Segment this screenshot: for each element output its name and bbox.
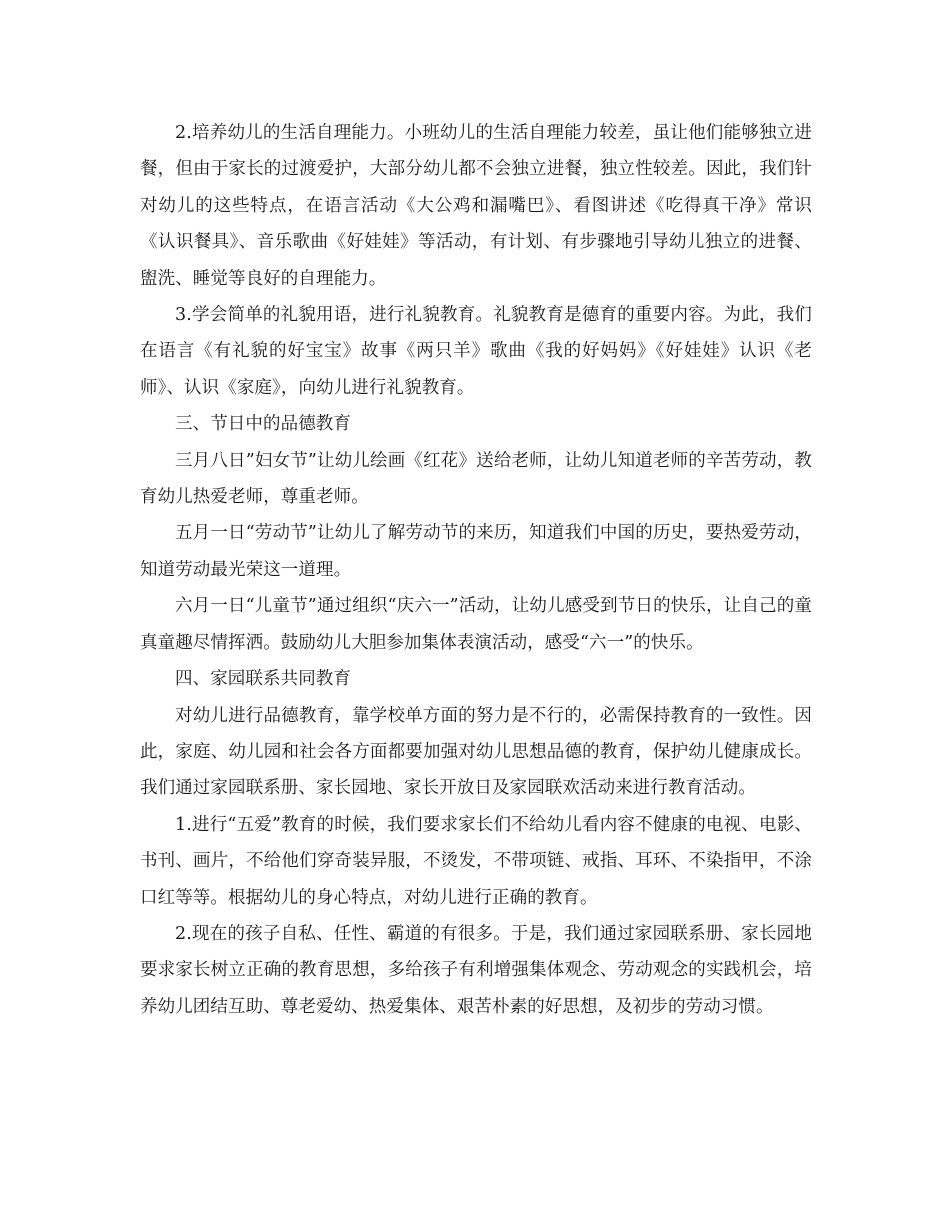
paragraph-childrens-day: 六月一日“儿童节”通过组织“庆六一”活动，让幼儿感受到节日的快乐，让自己的童真童趣尽情挥洒。鼓励幼儿大胆参加集体表演活动，感受“六一”的快乐。 — [140, 596, 812, 653]
paragraph-home-school-intro: 对幼儿进行品德教育，靠学校单方面的努力是不行的，必需保持教育的一致性。因此，家庭、幼儿园和社会各方面都要加强对幼儿思想品德的教育，保护幼儿健康成长。我们通过家园联系册、家长园地、家长开放日及家园联欢活动来进行教育活动。 — [140, 705, 812, 799]
paragraph-labor-day: 五月一日“劳动节”让幼儿了解劳动节的来历，知道我们中国的历史，要热爱劳动，知道劳动最光荣这一道理。 — [140, 523, 812, 580]
section-heading-holidays: 三、节日中的品德教育 — [175, 414, 351, 435]
document-body — [140, 115, 812, 1025]
paragraph-politeness: 3.学会简单的礼貌用语，进行礼貌教育。礼貌教育是德育的重要内容。为此，我们在语言《有礼貌的好宝宝》故事《两只羊》歌曲《我的好妈妈》《好娃娃》认识《老师》、认识《家庭》，向幼儿进行礼貌教育。 — [140, 305, 812, 398]
paragraph-five-loves: 1.进行“五爱”教育的时候，我们要求家长们不给幼儿看内容不健康的电视、电影、书刊、画片，不给他们穿奇装异服，不烫发，不带项链、戒指、耳环、不染指甲，不涂口红等等。根据幼儿的身心特点，对幼儿进行正确的教育。 — [140, 814, 812, 908]
paragraph-self-care: 2.培养幼儿的生活自理能力。小班幼儿的生活自理能力较差，虽让他们能够独立进餐，但由于家长的过渡爱护，大部分幼儿都不会独立进餐，独立性较差。因此，我们针对幼儿的这些特点，在语言活动《大公鸡和漏嘴巴》、看图讲述《吃得真干净》常识《认识餐具》、音乐歌曲《好娃娃》等活动，有计划、有步骤地引导幼儿独立的进餐、盥洗、睡觉等良好的自理能力。 — [140, 123, 812, 289]
paragraph-womens-day: 三月八日”妇女节”让幼儿绘画《红花》送给老师，让幼儿知道老师的辛苦劳动，教育幼儿热爱老师，尊重老师。 — [140, 450, 812, 508]
paragraph-selfish-children: 2.现在的孩子自私、任性、霸道的有很多。于是，我们通过家园联系册、家长园地要求家长树立正确的教育思想，多给孩子有利增强集体观念、劳动观念的实践机会，培养幼儿团结互助、尊老爱幼、热爱集体、艰苦朴素的好思想，及初步的劳动习惯。 — [140, 923, 812, 1017]
section-heading-home-school: 四、家园联系共同教育 — [175, 669, 351, 690]
